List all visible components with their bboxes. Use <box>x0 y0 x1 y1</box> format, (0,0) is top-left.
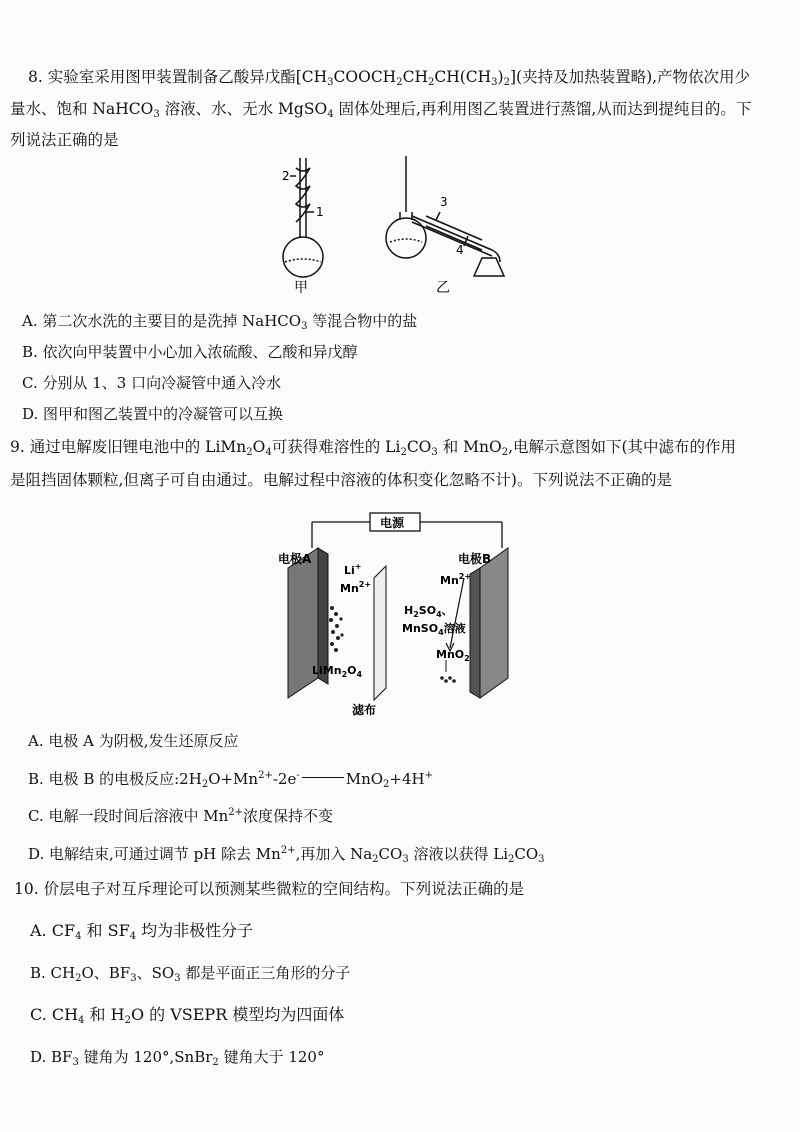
port-4-label: 4 <box>456 243 464 257</box>
q10-option-d: D. $BF_3$ 键角为 120°,SnBr$_2$ 键角大于 120° <box>30 1048 325 1068</box>
q8-stem-line1: 8. 实验室采用图甲装置制备乙酸异戊酯$[CH_3COOCH_2CH_2CH(CH_3)_2]$(夹持及加热装置略),产物依次用少 <box>28 68 751 88</box>
electrode-b-label: 电极B <box>458 552 492 566</box>
reaction-equals-line <box>302 777 344 778</box>
electrode-a-label: 电极A <box>278 552 312 566</box>
q9-option-c: C. 电解一段时间后溶液中 $Mn^{2+}$浓度保持不变 <box>28 807 334 825</box>
port-3-label: 3 <box>440 195 448 209</box>
q8-option-d: D. 图甲和图乙装置中的冷凝管可以互换 <box>22 405 284 423</box>
q9-electrolysis-figure <box>270 508 540 718</box>
figure-yi-label: 乙 <box>436 280 450 296</box>
li-ion-label: Li+ <box>344 562 362 577</box>
q8-stem-line3: 列说法正确的是 <box>10 131 119 149</box>
mno2-label: MnO$_2$ <box>436 648 470 663</box>
solution-label-line1: $H_2SO_4$、 <box>404 604 453 619</box>
q8-apparatus-figure <box>260 150 520 300</box>
port-1-label: 1 <box>316 205 324 219</box>
q10-option-a: A. $CF_4$ 和 $SF_4$ 均为非极性分子 <box>30 921 254 942</box>
q8-stem-line2: 量水、饱和 NaHCO$_3$ 溶液、水、无水 MgSO$_4$ 固体处理后,再利用图乙装置进行蒸馏,从而达到提纯目的。下 <box>10 100 752 120</box>
solution-label-line2: MnSO$_4$溶液 <box>402 622 466 637</box>
q9-option-a: A. 电极 A 为阴极,发生还原反应 <box>28 732 239 750</box>
mn-ion-b-label: $Mn^{2+}$ <box>440 572 472 587</box>
power-source-label: 电源 <box>380 516 405 530</box>
q9-option-b: B. 电极 B 的电极反应$:2H_2O+Mn^{2+}-2e^-$ MnO$_2$+4H+ <box>28 770 434 790</box>
q9-stem-line1: 9. 通过电解废旧锂电池中的 $LiMn_2O_4$可获得难溶性的 $Li_2CO_3$ 和 MnO$_2$,电解示意图如下(其中滤布的作用 <box>10 438 737 458</box>
port-2-label: 2 <box>282 169 290 183</box>
q8-option-b: B. 依次向甲装置中小心加入浓硫酸、乙酸和异戊醇 <box>22 343 358 361</box>
mn-ion-a-label: $Mn^{2+}$ <box>340 580 372 595</box>
q10-stem: 10. 价层电子对互斥理论可以预测某些微粒的空间结构。下列说法正确的是 <box>14 880 525 898</box>
q8-option-a: A. 第二次水洗的主要目的是洗掉 NaHCO$_3$ 等混合物中的盐 <box>22 312 418 332</box>
limn2o4-label: $LiMn_2O_4$ <box>312 664 363 679</box>
q10-option-b: B. $CH_2O$、$BF_3$、$SO_3$ 都是平面正三角形的分子 <box>30 964 351 984</box>
q9-stem-line2: 是阻挡固体颗粒,但离子可自由通过。电解过程中溶液的体积变化忽略不计)。下列说法不正确的是 <box>10 471 672 489</box>
q10-option-c: C. $CH_4$ 和 $H_2O$ 的 VSEPR 模型均为四面体 <box>30 1005 345 1026</box>
filter-cloth-label: 滤布 <box>352 703 377 717</box>
q8-option-c: C. 分别从 1、3 口向冷凝管中通入冷水 <box>22 374 282 392</box>
q9-option-d: D. 电解结束,可通过调节 pH 除去 $Mn^{2+}$,再加入 $Na_2CO_3$ 溶液以获得 $Li_2CO_3$ <box>28 845 545 865</box>
figure-jia-label: 甲 <box>294 280 308 296</box>
